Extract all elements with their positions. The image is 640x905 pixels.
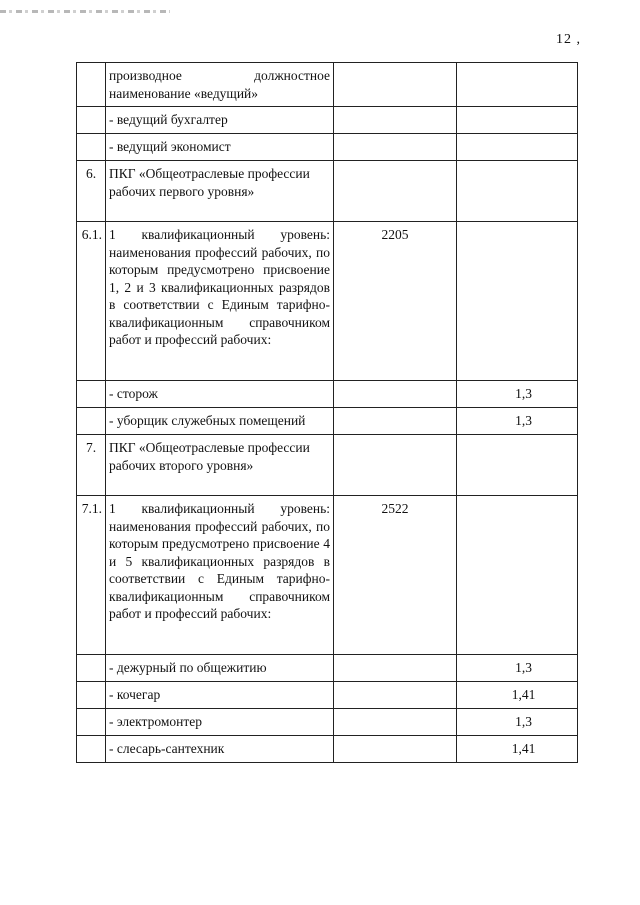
position-name: производное должностное наименование «ведущий» xyxy=(106,63,334,107)
salary-value xyxy=(334,134,457,161)
table-row xyxy=(77,655,578,682)
salary-value xyxy=(334,161,457,222)
position-name: - ведущий экономист xyxy=(106,134,334,161)
salary-value xyxy=(334,736,457,763)
salary-value xyxy=(334,107,457,134)
salary-table xyxy=(76,62,578,763)
row-number: 6. xyxy=(77,161,106,222)
row-number xyxy=(77,655,106,682)
scan-artifact xyxy=(0,10,170,13)
table-row xyxy=(77,682,578,709)
position-name: - сторож xyxy=(106,381,334,408)
table-row xyxy=(77,435,578,496)
salary-value xyxy=(334,435,457,496)
row-number xyxy=(77,408,106,435)
page-number: 12 , xyxy=(556,32,581,47)
row-number xyxy=(77,63,106,107)
coefficient-value xyxy=(457,161,578,222)
position-name: - дежурный по общежитию xyxy=(106,655,334,682)
group-title: ПКГ «Общеотраслевые профессии рабочих второго уровня» xyxy=(106,435,334,496)
salary-value xyxy=(334,655,457,682)
table-row xyxy=(77,222,578,381)
position-name: - ведущий бухгалтер xyxy=(106,107,334,134)
row-number xyxy=(77,709,106,736)
coefficient-value xyxy=(457,435,578,496)
group-title: ПКГ «Общеотраслевые профессии рабочих первого уровня» xyxy=(106,161,334,222)
row-number xyxy=(77,134,106,161)
row-number xyxy=(77,736,106,763)
coefficient-value: 1,3 xyxy=(457,655,578,682)
row-number xyxy=(77,107,106,134)
coefficient-value xyxy=(457,134,578,161)
salary-value: 2205 xyxy=(334,222,457,381)
row-number: 7.1. xyxy=(77,496,106,655)
coefficient-value xyxy=(457,107,578,134)
salary-value xyxy=(334,63,457,107)
coefficient-value: 1,3 xyxy=(457,381,578,408)
qualification-level: 1 квалификационный уровень: наименования профессий рабочих, по которым предусмотрено присвоение 4 и 5 квалификационных разрядов в соответствии с Единым тарифно-квалификационным справочником работ и профессий рабочих: xyxy=(106,496,334,655)
coefficient-value: 1,3 xyxy=(457,709,578,736)
salary-value xyxy=(334,709,457,736)
salary-value: 2522 xyxy=(334,496,457,655)
coefficient-value xyxy=(457,496,578,655)
salary-value xyxy=(334,408,457,435)
position-name: - электромонтер xyxy=(106,709,334,736)
salary-value xyxy=(334,381,457,408)
row-number: 7. xyxy=(77,435,106,496)
coefficient-value xyxy=(457,63,578,107)
table-row xyxy=(77,134,578,161)
table-row xyxy=(77,496,578,655)
position-name: - слесарь-сантехник xyxy=(106,736,334,763)
table-row xyxy=(77,381,578,408)
coefficient-value xyxy=(457,222,578,381)
qualification-level: 1 квалификационный уровень: наименования профессий рабочих, по которым предусмотрено присвоение 1, 2 и 3 квалификационных разрядов в соответствии с Единым тарифно-квалификационным справочником работ и профессий рабочих: xyxy=(106,222,334,381)
row-number xyxy=(77,682,106,709)
table-row xyxy=(77,736,578,763)
table-row xyxy=(77,408,578,435)
row-number xyxy=(77,381,106,408)
position-name: - уборщик служебных помещений xyxy=(106,408,334,435)
salary-value xyxy=(334,682,457,709)
table-row xyxy=(77,63,578,107)
coefficient-value: 1,41 xyxy=(457,736,578,763)
table-row xyxy=(77,709,578,736)
table-row xyxy=(77,161,578,222)
row-number: 6.1. xyxy=(77,222,106,381)
coefficient-value: 1,41 xyxy=(457,682,578,709)
coefficient-value: 1,3 xyxy=(457,408,578,435)
table-row xyxy=(77,107,578,134)
position-name: - кочегар xyxy=(106,682,334,709)
